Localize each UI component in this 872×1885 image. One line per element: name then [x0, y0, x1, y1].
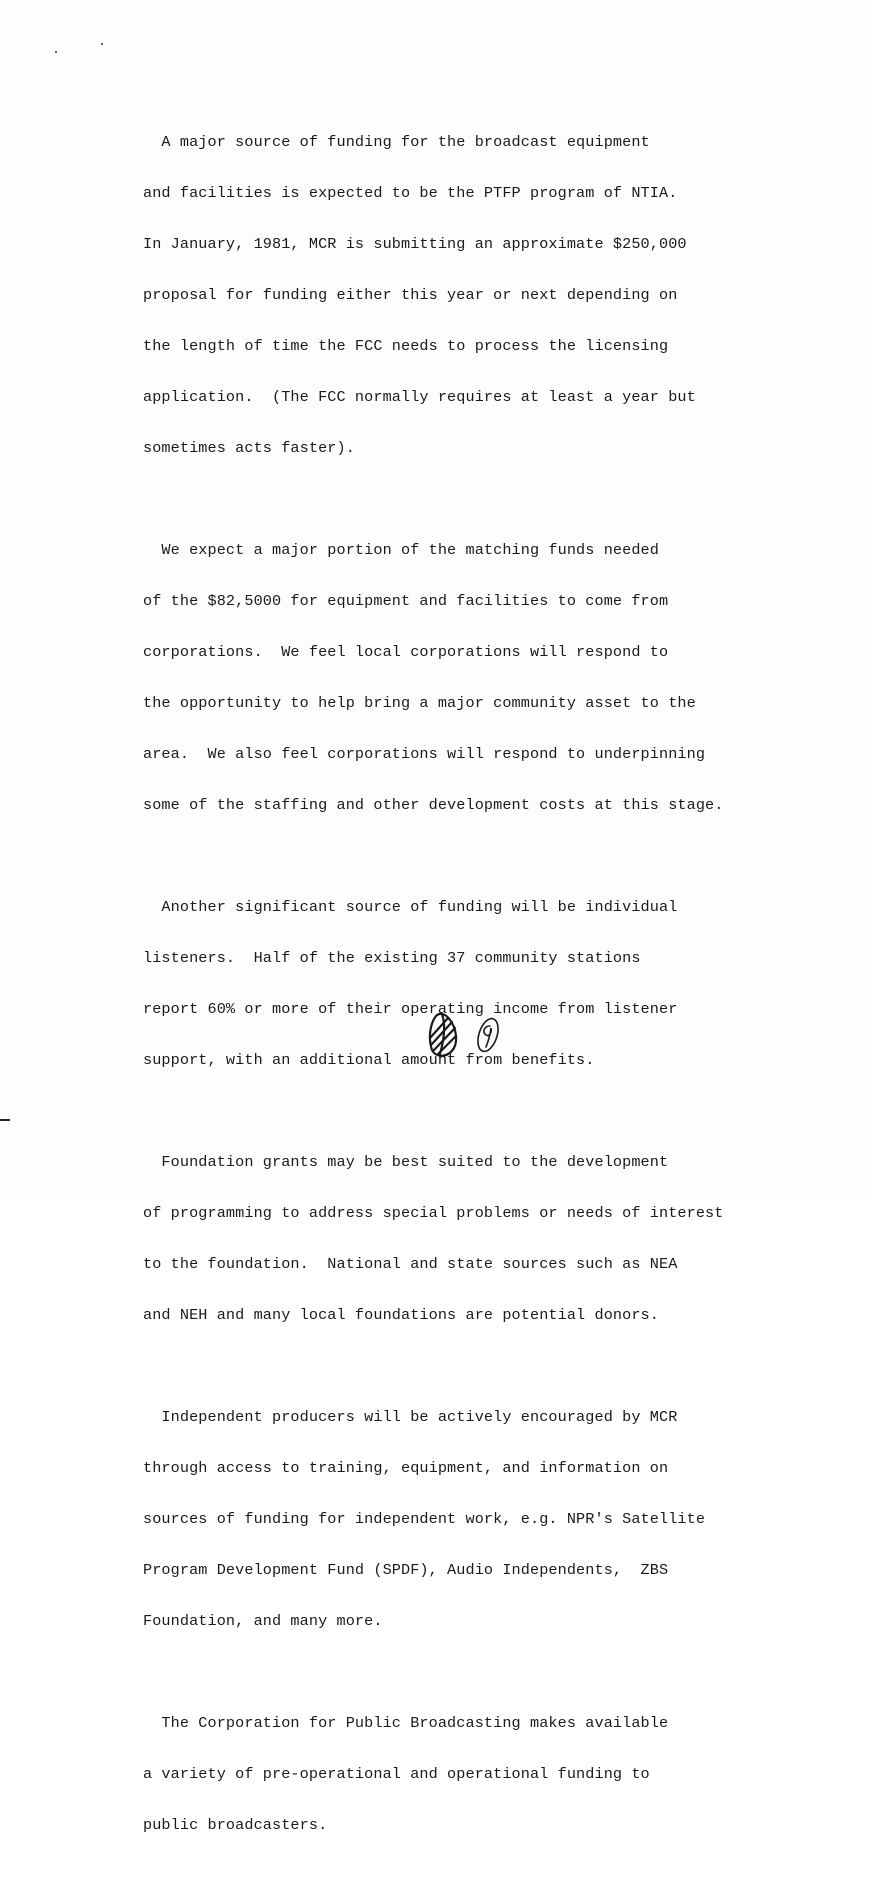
text-line: In January, 1981, MCR is submitting an approximate $250,000 — [143, 235, 687, 253]
text-line: Foundation, and many more. — [143, 1612, 383, 1630]
handwritten-page-number — [422, 1010, 506, 1060]
text-line: the opportunity to help bring a major community asset to the — [143, 694, 696, 712]
text-line: sources of funding for independent work, e.g. NPR's Satellite — [143, 1510, 706, 1528]
text-line: report 60% or more of their operating income from listener — [143, 1000, 678, 1018]
paragraph-foundation-grants — [143, 1120, 803, 1358]
text-line: a variety of pre-operational and operational funding to — [143, 1765, 650, 1783]
text-line: listeners. Half of the existing 37 community stations — [143, 949, 641, 967]
text-line: Independent producers will be actively encouraged by MCR — [143, 1408, 678, 1426]
dust-speck — [101, 43, 103, 45]
text-line: of programming to address special problems or needs of interest — [143, 1204, 724, 1222]
text-line: support, with an additional amount from benefits. — [143, 1051, 595, 1069]
text-line: the length of time the FCC needs to process the licensing — [143, 337, 669, 355]
paragraph-cpb — [143, 1681, 803, 1868]
scan-edge-mark — [0, 1119, 10, 1121]
text-line: We expect a major portion of the matching funds needed — [143, 541, 659, 559]
text-line: Another significant source of funding will be individual — [143, 898, 678, 916]
paragraph-ptfp-funding — [143, 100, 803, 491]
text-line: through access to training, equipment, and information on — [143, 1459, 669, 1477]
text-line: proposal for funding either this year or next depending on — [143, 286, 678, 304]
text-line: some of the staffing and other development costs at this stage. — [143, 796, 724, 814]
text-line: A major source of funding for the broadcast equipment — [143, 133, 650, 151]
text-line: corporations. We feel local corporations will respond to — [143, 643, 669, 661]
text-line: Program Development Fund (SPDF), Audio Independents, ZBS — [143, 1561, 669, 1579]
paragraph-matching-funds — [143, 508, 803, 848]
dust-speck — [55, 51, 57, 53]
circled-numeral — [474, 1016, 502, 1054]
text-line: and facilities is expected to be the PTFP program of NTIA. — [143, 184, 678, 202]
text-line: area. We also feel corporations will respond to underpinning — [143, 745, 706, 763]
text-line: of the $82,5000 for equipment and facilities to come from — [143, 592, 669, 610]
text-line: application. (The FCC normally requires at least a year but — [143, 388, 696, 406]
paragraph-individual-listeners — [143, 865, 803, 1103]
scribble-mark — [430, 1014, 456, 1056]
text-line: The Corporation for Public Broadcasting makes available — [143, 1714, 669, 1732]
text-line: to the foundation. National and state sources such as NEA — [143, 1255, 678, 1273]
text-line: Foundation grants may be best suited to the development — [143, 1153, 669, 1171]
text-line: sometimes acts faster). — [143, 439, 355, 457]
document-body — [143, 100, 803, 1885]
paragraph-independent-producers — [143, 1375, 803, 1664]
text-line: and NEH and many local foundations are potential donors. — [143, 1306, 659, 1324]
text-line: public broadcasters. — [143, 1816, 328, 1834]
